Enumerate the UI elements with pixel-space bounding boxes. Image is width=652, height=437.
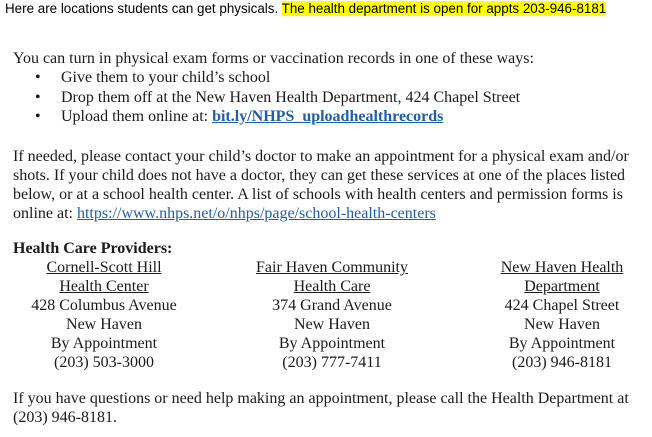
provider-hours: By Appointment	[50, 335, 158, 352]
bullet-item: Give them to your child’s school	[61, 69, 271, 86]
provider-city: New Haven	[524, 316, 600, 333]
bullet-icon: •	[35, 108, 41, 125]
closing-line: (203) 946-8181.	[13, 409, 117, 426]
closing-line: If you have questions or need help making an appointment, please call the Health Department at	[13, 390, 629, 407]
intro-text: Here are locations students can get physicals.	[5, 1, 279, 16]
provider-name: Department	[524, 278, 600, 295]
paragraph-line: below, or at a school health center. A list of schools with health centers and permission forms is	[13, 186, 623, 203]
provider-name: Fair Haven Community	[256, 259, 408, 276]
provider-card	[217, 258, 447, 372]
paragraph-text: online at:	[13, 205, 77, 222]
provider-name: Health Center	[59, 278, 149, 295]
bullet-text: Upload them online at:	[61, 108, 213, 125]
bullet-icon: •	[35, 69, 41, 86]
bullet-item	[61, 107, 443, 126]
provider-phone: (203) 503-3000	[54, 354, 154, 371]
highlighted-text: The health department is open for appts 203-946-8181	[281, 1, 607, 16]
bullet-icon: •	[35, 89, 41, 106]
paragraph-line: shots. If your child does not have a doctor, they can get these services at one of the places listed	[13, 167, 626, 184]
upload-link[interactable]: bit.ly/NHPS_uploadhealthrecords	[212, 108, 444, 125]
intro-line	[5, 1, 606, 16]
provider-card	[447, 258, 652, 372]
provider-phone: (203) 946-8181	[512, 354, 612, 371]
paragraph-line: If needed, please contact your child’s doctor to make an appointment for a physical exam and/or	[13, 148, 629, 165]
document-image	[0, 40, 652, 437]
turn-in-intro: You can turn in physical exam forms or vaccination records in one of these ways:	[13, 50, 534, 67]
school-health-centers-link[interactable]: https://www.nhps.net/o/nhps/page/school-health-centers	[76, 205, 436, 222]
provider-phone: (203) 777-7411	[282, 354, 382, 371]
paragraph-line	[13, 204, 436, 223]
provider-hours: By Appointment	[278, 335, 386, 352]
provider-address: 428 Columbus Avenue	[31, 297, 177, 314]
providers-heading: Health Care Providers:	[13, 240, 173, 257]
provider-city: New Haven	[294, 316, 370, 333]
provider-name: Cornell-Scott Hill	[46, 259, 162, 276]
bullet-item: Drop them off at the New Haven Health Department, 424 Chapel Street	[61, 89, 521, 106]
provider-hours: By Appointment	[508, 335, 616, 352]
provider-city: New Haven	[66, 316, 142, 333]
provider-address: 424 Chapel Street	[504, 297, 620, 314]
provider-name: Health Care	[293, 278, 371, 295]
provider-address: 374 Grand Avenue	[272, 297, 392, 314]
provider-name: New Haven Health	[500, 259, 624, 276]
provider-card	[0, 258, 219, 372]
